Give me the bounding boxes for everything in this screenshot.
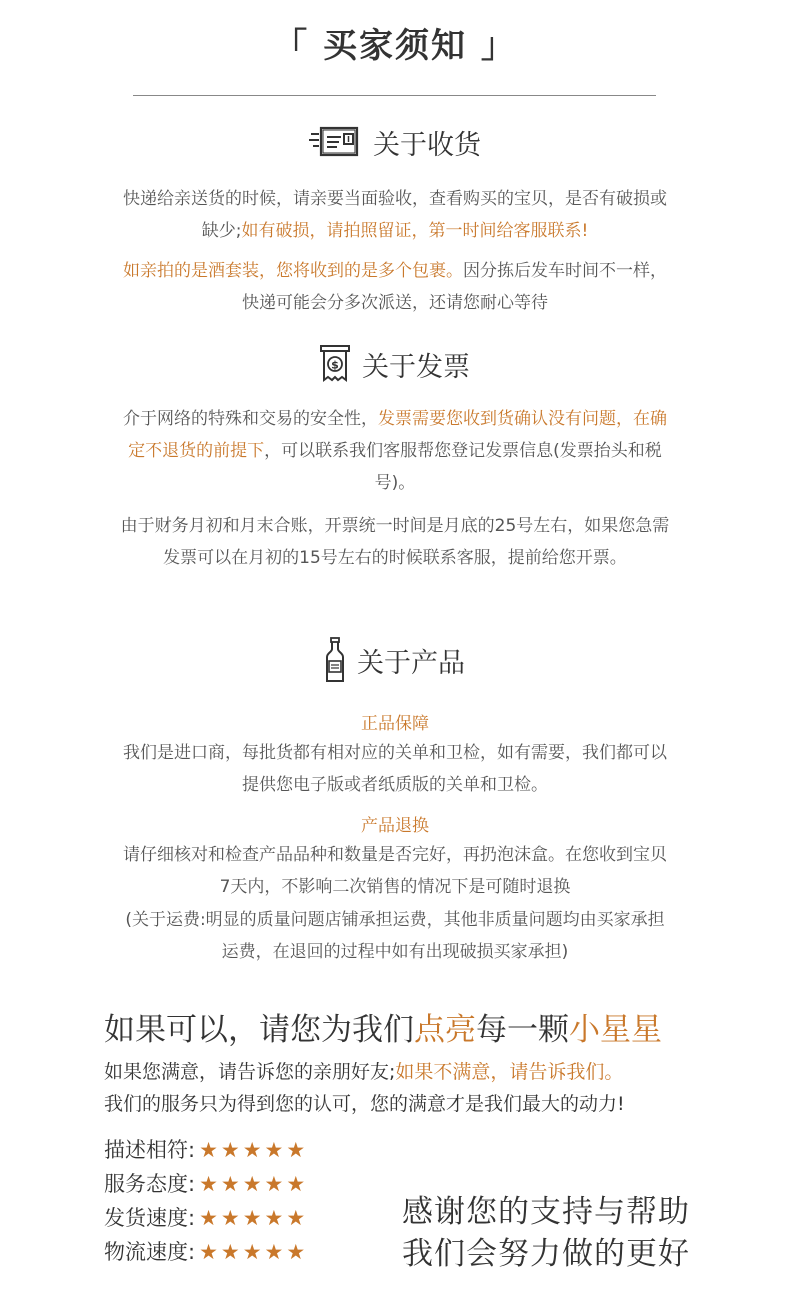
rating-row [104,1134,308,1164]
section-heading-product [0,636,790,684]
invoice-paragraph-2: 由于财务月初和月末合账，开票统一时间是月底的25号左右，如果您急需发票可以在月初的15号左右的时候联系客服，提前给您开票。 [120,516,670,568]
rating-label: 描述相符: [104,1138,196,1162]
section-heading-invoice [0,342,790,386]
section-title: 关于收货 [373,129,481,161]
svg-text:$: $ [331,358,339,372]
section-title: 关于产品 [357,647,465,679]
product-paragraph-1: 我们是进口商，每批货都有相对应的关单和卫检，如有需要，我们都可以提供您电子版或者纸质版的关单和卫检。 [123,743,667,795]
product-paragraph-2: 请仔细核对和检查产品品种和数量是否完好，再扔泡沫盒。在您收到宝贝7天内，不影响二次销售的情况下是可随时退换 [123,845,667,897]
product-subheading-authentic: 正品保障 [361,714,429,734]
star-request-heading: 如果可以，请您为我们点亮每一颗小星星 [104,1012,662,1048]
rating-label: 物流速度: [104,1240,196,1264]
delivery-truck-icon [309,125,361,159]
receiving-paragraph-2: 如亲拍的是酒套装，您将收到的是多个包裹。因分拣后发车时间不一样，快递可能会分多次派送，还请您耐心等待 [123,261,667,313]
rating-row [104,1168,308,1198]
product-subheading-returns: 产品退换 [361,816,429,836]
page-title: 「 买家须知 」 [273,26,517,66]
motivation-line: 我们的服务只为得到您的认可，您的满意才是我们最大的动力! [104,1093,625,1115]
star-icons: ★★★★★ [199,1138,309,1162]
receipt-dollar-icon [320,344,350,384]
invoice-paragraph-1: 介于网络的特殊和交易的安全性，发票需要您收到货确认没有问题，在确定不退货的前提下，可以联系我们客服帮您登记发票信息(发票抬头和税号)。 [123,409,667,493]
rating-row [104,1202,308,1232]
title-divider [133,95,656,96]
satisfaction-line: 如果您满意，请告诉您的亲朋好友;如果不满意，请告诉我们。 [104,1061,624,1083]
star-icons: ★★★★★ [199,1240,309,1264]
thanks-line-1: 感谢您的支持与帮助 [402,1194,690,1230]
section-heading-receiving [0,120,790,164]
section-title: 关于发票 [362,351,470,383]
star-icons: ★★★★★ [199,1206,309,1230]
rating-label: 服务态度: [104,1172,196,1196]
star-icons: ★★★★★ [199,1172,309,1196]
rating-row [104,1236,308,1266]
rating-label: 发货速度: [104,1206,196,1230]
product-paragraph-3: (关于运费:明显的质量问题店铺承担运费，其他非质量问题均由买家承担运费，在退回的过程中如有出现破损买家承担) [125,910,665,962]
receiving-paragraph-1: 快递给亲送货的时候，请亲要当面验收，查看购买的宝贝，是否有破损或缺少;如有破损，请拍照留证，第一时间给客服联系! [123,189,667,241]
wine-bottle-icon [325,637,345,683]
thanks-line-2: 我们会努力做的更好 [402,1236,690,1272]
